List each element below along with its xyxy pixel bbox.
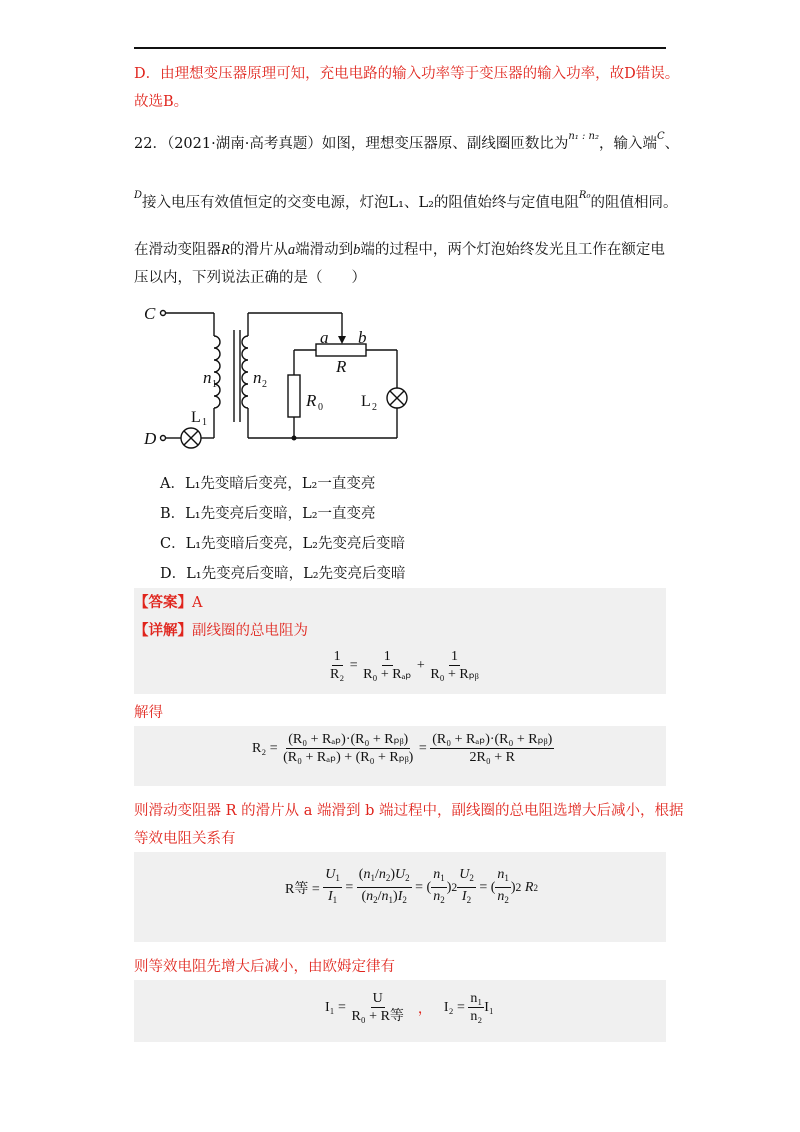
f1-num-1: 1	[383, 649, 391, 664]
f3-lhs: R等 =	[285, 881, 320, 897]
f2-num-2: (R₀ + Rₐₚ)·(R₀ + Rₚᵦ)	[432, 732, 553, 747]
formula-2: R₂ = $\frac{\text{(R₀ + Rₐₚ)·(R₀ + Rₚᵦ)}}{\text{(R₀ + Rₐₚ) + (R₀ + Rₚᵦ)}}$ = $\frac{\text{(R₀ + Rₐₚ)·(R₀ + Rₚᵦ)}}{\text{2R₀ + R}}$	[252, 732, 553, 765]
f2-lhs: R₂ =	[252, 740, 278, 756]
option-d: D．L₁先变亮后变暗，L₂先变亮后变暗	[160, 566, 406, 582]
question-line-1	[134, 131, 680, 156]
answer-value: A	[192, 595, 203, 611]
label-a: a	[320, 328, 329, 347]
f2-num-1: (R₀ + Rₐₚ)·(R₀ + Rₚᵦ)	[288, 732, 409, 747]
label-d: D	[144, 429, 157, 448]
f4-n1: n₁	[470, 991, 483, 1006]
label-l2: L	[361, 393, 371, 410]
answer-tag: 【答案】	[134, 594, 192, 611]
r0-label: R₀	[578, 190, 591, 201]
f4-i1: I₁ =	[325, 999, 346, 1015]
q3-a: 在滑动变阻器	[134, 242, 221, 258]
question-text-2-end: 的阻值相同。	[590, 195, 678, 211]
label-r0: R	[306, 391, 317, 410]
resistor-r0	[288, 375, 300, 417]
solve-label: 解得	[134, 705, 163, 721]
q3-c: 端滑动到	[295, 242, 354, 258]
q3-b: 的滑片从	[229, 242, 288, 258]
question-line-2	[134, 190, 678, 215]
secondary-coil	[242, 336, 248, 408]
label-r0-sub: 0	[318, 402, 323, 413]
conclusion-1b: 等效电阻关系有	[134, 831, 236, 847]
answer-line	[134, 593, 202, 613]
option-b: B．L₁先变亮后变暗，L₂一直变亮	[160, 506, 376, 522]
label-b: b	[358, 328, 367, 347]
f1-num-2: 1	[451, 649, 459, 664]
f1-den-2: R₀ + Rₚᵦ	[430, 667, 479, 682]
f1-lhs: 1	[333, 649, 341, 664]
conclusion-2: 则等效电阻先增大后减小，由欧姆定律有	[134, 959, 395, 975]
f2-den-1: (R₀ + Rₐₚ) + (R₀ + Rₚᵦ)	[283, 750, 414, 765]
primary-coil	[214, 336, 220, 408]
slider-arrow	[338, 336, 346, 344]
question-line-3	[134, 240, 665, 260]
q3-b-end: b	[353, 242, 361, 258]
question-number: 22．	[134, 136, 167, 152]
f4-i2: I₂ =	[443, 999, 465, 1015]
prev-conclusion: 故选B。	[134, 94, 189, 110]
option-a: A．L₁先变暗后变亮，L₂一直变亮	[160, 476, 376, 492]
circuit-diagram	[134, 300, 434, 460]
c-label: C	[656, 131, 665, 142]
question-line-4: 压以内，下列说法正确的是（ ）	[134, 270, 366, 286]
q3-d: 端的过程中，两个灯泡始终发光且工作在额定电	[360, 242, 665, 258]
label-n1: n	[203, 368, 212, 387]
q3-a-end: a	[287, 242, 296, 258]
detail-tag: 【详解】	[134, 622, 192, 639]
d-label: D	[134, 190, 143, 201]
formula-4	[325, 990, 494, 1025]
q3-r: R	[221, 242, 230, 258]
question-text: ，输入端	[598, 136, 657, 152]
label-n2: n	[253, 368, 262, 387]
label-l2-sub: 2	[372, 402, 377, 413]
f2-den-2: 2R₀ + R	[469, 750, 515, 765]
label-r: R	[336, 357, 347, 376]
prev-option-d: D．由理想变压器原理可知，充电电路的输入功率等于变压器的输入功率，故D错误。	[134, 66, 680, 82]
formula-3: R等 = $\frac{U_1}{I_1}$ = $\frac{(n_1/n_2)U_2}{(n_2/n_1)I_2}$ = ( $\frac{n_1}{n_2}$ ) 2 $\frac{U_2}{I_2}$ = ( $\frac{n_1}{n_2}$ ) 2 R 2	[285, 867, 538, 905]
detail-line	[134, 621, 308, 641]
top-rule	[134, 47, 666, 49]
label-n2-sub: 2	[262, 379, 267, 390]
label-l1: L	[191, 409, 201, 426]
f1-den-1: R₀ + Rₐₚ	[363, 667, 412, 682]
question-text-2: 接入电压有效值恒定的交变电源，灯泡L₁、L₂的阻值始终与定值电阻	[142, 195, 579, 211]
f4-num: U	[372, 991, 383, 1006]
conclusion-1: 则滑动变阻器 R 的滑片从 a 端滑到 b 端过程中，副线圈的总电阻选增大后减小，根据	[134, 803, 684, 819]
f4-den: R₀ + R等	[351, 1009, 404, 1024]
question-source: （2021·湖南·高考真题）如图，理想变压器原、副线圈匝数比为	[166, 136, 569, 152]
f1-lhs-den: R₂	[330, 667, 345, 682]
detail-text: 副线圈的总电阻为	[192, 623, 308, 639]
label-n1-sub: 1	[212, 379, 217, 390]
terminal-d	[161, 436, 166, 441]
question-comma: 、	[664, 136, 680, 152]
terminal-c	[161, 311, 166, 316]
label-l1-sub: 1	[202, 417, 207, 428]
f4-n2: n₂	[470, 1009, 483, 1024]
formula-1: $\frac{1}{\text{R₂}}$ = $\frac{1}{\text{R₀ + Rₐₚ}}$ + $\frac{1}{\text{R₀ + Rₚᵦ}}$	[330, 649, 479, 682]
label-c: C	[144, 304, 156, 323]
f4-tail: I₁	[484, 999, 494, 1015]
junction-dot	[292, 436, 297, 441]
ratio-label: n₁ : n₂	[568, 131, 599, 142]
option-c: C．L₁先变暗后变亮，L₂先变亮后变暗	[160, 536, 405, 552]
f4-sep: ，	[417, 1001, 432, 1017]
